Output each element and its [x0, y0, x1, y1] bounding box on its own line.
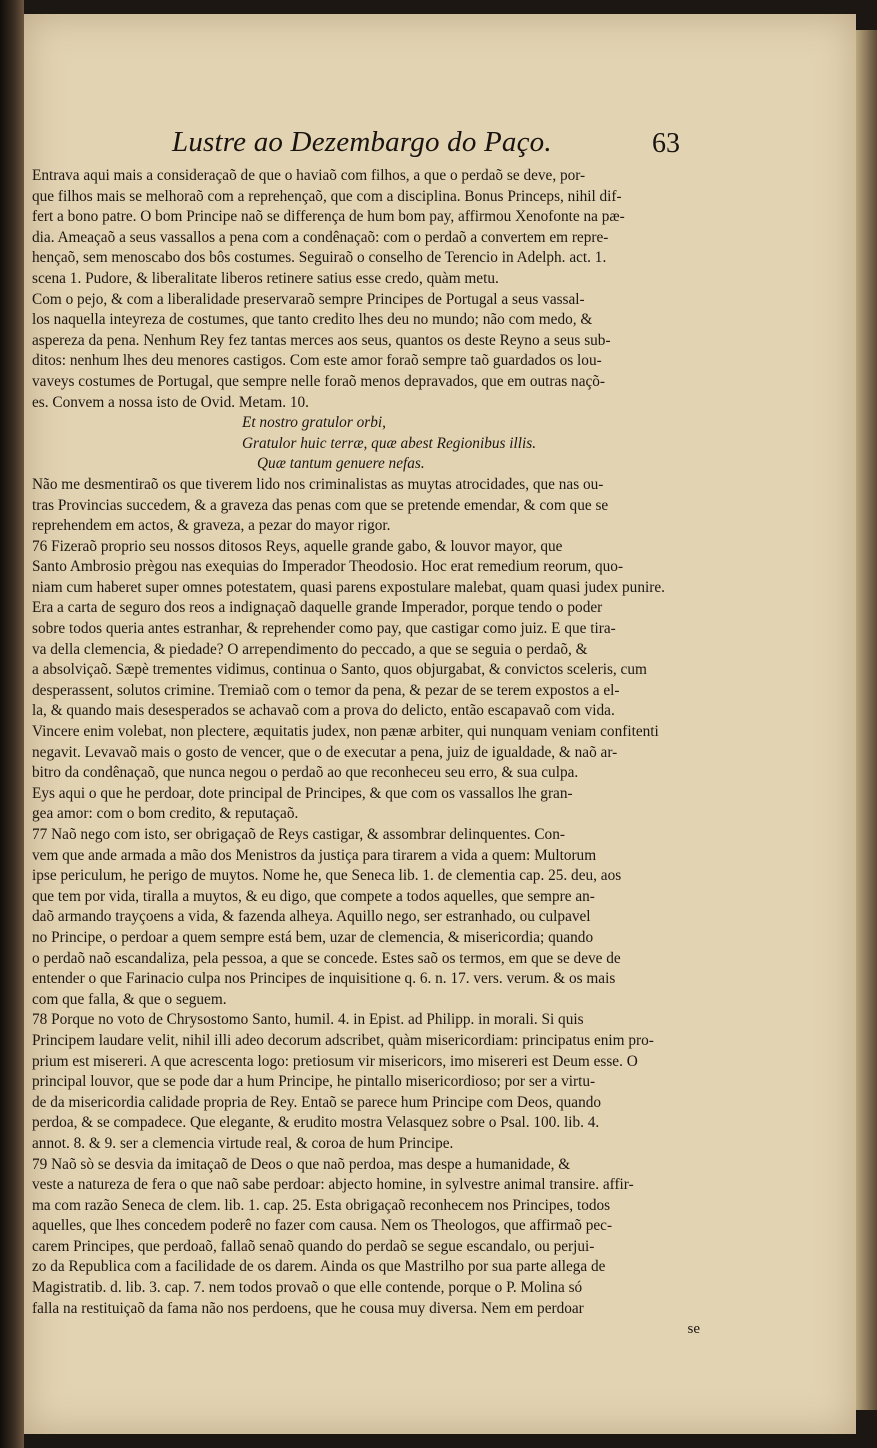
text-line: dia. Ameaçaõ a seus vassallos a pena com a condênaçaõ: com o perdaõ a convertem em repre- — [32, 228, 609, 246]
text-line: 77 Naõ nego com isto, ser obrigaçaõ de Reys castigar, & assombrar delinquentes. Con- — [32, 826, 565, 843]
catchword: se — [687, 1321, 700, 1338]
text-line: bitro da condênaçaõ, que nunca negou o perdaõ ao que reconheceu seu erro, & sua culpa. — [32, 764, 579, 782]
page-number: 63 — [652, 128, 680, 159]
text-line: Não me desmentiraõ os que tiverem lido nos criminalistas as muytas atrocidades, que nas ou- — [32, 475, 604, 493]
body-text — [32, 166, 708, 1339]
text-line: com que falla, & que o seguem. — [32, 990, 227, 1008]
text-line: Et nostro gratulor orbi, — [242, 414, 386, 432]
text-line: niam cum haberet super omnes potestatem, quasi parens expostulare malebat, quam quasi judex punire. — [32, 578, 665, 596]
text-line: aspereza da pena. Nenhum Rey fez tantas merces aos seus, quantos os deste Reyno a seus sub- — [32, 331, 611, 349]
text-line: Entrava aqui mais a consideraçaõ de que o haviaõ com filhos, a que o perdaõ se deve, por- — [32, 167, 586, 184]
text-line: falla na restituiçaõ da fama não nos perdoens, que he cousa muy diversa. Nem em perdoar — [32, 1299, 584, 1317]
text-line: reprehendem em actos, & graveza, a pezar do mayor rigor. — [32, 517, 391, 535]
text-line: principal louvor, que se pode dar a hum Principe, he pintallo misericordioso; por ser a virtu- — [32, 1073, 596, 1091]
running-title: Lustre ao Dezembargo do Paço. — [172, 126, 552, 158]
text-line: Principem laudare velit, nihil illi adeo decorum adscribet, quàm misericordiam: principatus enim pro- — [32, 1031, 654, 1049]
text-line: zo da Republica com a facilidade de os darem. Ainda os que Mastrilho por sua parte allega de — [32, 1258, 606, 1276]
page-header — [24, 126, 856, 166]
text-line: fert a bono patre. O bom Principe naõ se differença de hum bom pay, affirmou Xenofonte na pæ- — [32, 208, 625, 226]
text-line: que tem por vida, tiralla a muytos, & eu digo, que compete a todos aquelles, que sempre an- — [32, 887, 595, 905]
text-line: negavit. Levavaõ mais o gosto de vencer, que o de executar a pena, juiz de igualdade, & naõ ar- — [32, 743, 618, 761]
page-edge — [856, 30, 877, 1410]
book-page — [24, 14, 856, 1434]
text-line: 79 Naõ sò se desvia da imitaçaõ de Deos o que naõ perdoa, mas despe a humanidade, & — [32, 1155, 571, 1173]
text-line: o perdaõ naõ escandaliza, pela pessoa, a que se concede. Estes saõ os termos, em que se deve de — [32, 949, 621, 967]
text-line: Com o pejo, & com a liberalidade preservaraõ sempre Principes de Portugal a seus vassal- — [32, 290, 585, 308]
text-line: Eys aqui o que he perdoar, dote principal de Principes, & que com os vassallos lhe gran- — [32, 784, 573, 802]
text-line: daõ armando trayçoens a vida, & fazenda alheya. Aquillo nego, ser estranhado, ou culpavel — [32, 908, 591, 926]
text-line: 76 Fizeraõ proprio seu nossos ditosos Reys, aquelle grande gabo, & louvor mayor, que — [32, 537, 563, 555]
text-line: va della clemencia, & piedade? O arrependimento do peccado, a que se seguia o perdaõ, & — [32, 640, 588, 658]
text-line: 78 Porque no voto de Chrysostomo Santo, humil. 4. in Epist. ad Philipp. in morali. Si quis — [32, 1011, 584, 1029]
text-line: entender o que Farinacio culpa nos Principes de inquisitione q. 6. n. 17. vers. verum. & os mais — [32, 970, 616, 988]
text-line: Era a carta de seguro dos reos a indignaçaõ daquelle grande Imperador, porque tendo o poder — [32, 599, 603, 617]
text-line: Santo Ambrosio prègou nas exequias do Imperador Theodosio. Hoc erat remedium reorum, quo- — [32, 558, 624, 576]
text-line: ditos: nenhum lhes deu menores castigos. Com este amor foraõ sempre taõ guardados os lou- — [32, 352, 602, 370]
text-line: no Principe, o perdoar a quem sempre está bem, uzar de clemencia, & misericordia; quando — [32, 928, 594, 946]
text-line: gea amor: com o bom credito, & reputaçaõ. — [32, 805, 299, 823]
text-line: desperassent, solutos crimine. Tremiaõ com o temor da pena, & pezar de se terem expostos a el- — [32, 681, 620, 699]
text-line: annot. 8. & 9. ser a clemencia virtude real, & coroa de hum Principe. — [32, 1134, 454, 1152]
text-line: Magistratib. d. lib. 3. cap. 7. nem todos provaõ o que elle contende, porque o P. Molina só — [32, 1279, 583, 1297]
text-line: ma com razão Seneca de clem. lib. 1. cap. 25. Esta obrigaçaõ reconhecem nos Principes, todos — [32, 1196, 611, 1214]
text-line: carem Principes, que perdoaõ, fallaõ senaõ quando do perdaõ se segue escandalo, ou perjui- — [32, 1237, 595, 1255]
text-line: hençaõ, sem menoscabo dos bôs costumes. Seguiraõ o conselho de Terencio in Adelph. act. 1. — [32, 249, 607, 267]
text-line: tras Provincias succedem, & a graveza das penas com que se pretende emendar, & com que se — [32, 496, 609, 514]
text-line: ipse periculum, he perigo de muytos. Nome he, que Seneca lib. 1. de clementia cap. 25. deu, aos — [32, 867, 622, 885]
text-line: que filhos mais se melhoraõ com a reprehençaõ, que com a disciplina. Bonus Princeps, nihil dif- — [32, 187, 622, 205]
text-line: prium est misereri. A que acrescenta logo: pretiosum vir misericors, imo misereri est Deum esse. O — [32, 1052, 638, 1070]
text-line: Gratulor huic terræ, quæ abest Regionibus illis. — [242, 434, 537, 452]
text-line: sobre todos queria antes estranhar, & reprehender como pay, que castigar como juiz. E que tira- — [32, 620, 616, 638]
text-line: Quæ tantum genuere nefas. — [257, 455, 425, 473]
text-line: vem que ande armada a mão dos Menistros da justiça para tirarem a vida a quem: Multorum — [32, 846, 597, 864]
book-spine — [0, 0, 24, 1448]
text-line: la, & quando mais desesperados se achavaõ com a prova do delicto, então escapavaõ com vida. — [32, 702, 615, 720]
text-line: a absolviçaõ. Sæpè trementes vidimus, continua o Santo, quos objurgabat, & convictos sceleris, cum — [32, 661, 647, 679]
text-line: aquelles, que lhes concedem poderê no fazer com causa. Nem os Theologos, que affirmaõ pec- — [32, 1217, 613, 1235]
text-line: vaveys costumes de Portugal, que sempre nelle foraõ menos depravados, que em outras naçõ- — [32, 372, 606, 390]
text-line: es. Convem a nossa isto de Ovid. Metam. 10. — [32, 393, 310, 411]
text-line: perdoa, & se compadece. Que elegante, & erudito mostra Velasquez sobre o Psal. 100. lib. 4. — [32, 1114, 600, 1132]
text-line: scena 1. Pudore, & liberalitate liberos retinere satius esse credo, quàm metu. — [32, 269, 499, 287]
text-line: de da misericordia calidade propria de Rey. Entaõ se parece hum Principe com Deos, quando — [32, 1093, 602, 1111]
text-line: veste a natureza de fera o que naõ sabe perdoar: abjecto homine, in sylvestre animal transire. affir- — [32, 1176, 634, 1194]
text-line: Vincere enim volebat, non plectere, æquitatis judex, non pænæ arbiter, qui nunquam veniam confitenti — [32, 723, 659, 741]
text-line: los naquella inteyreza de costumes, que tanto credito lhes deu no mundo; não com medo, & — [32, 311, 593, 329]
